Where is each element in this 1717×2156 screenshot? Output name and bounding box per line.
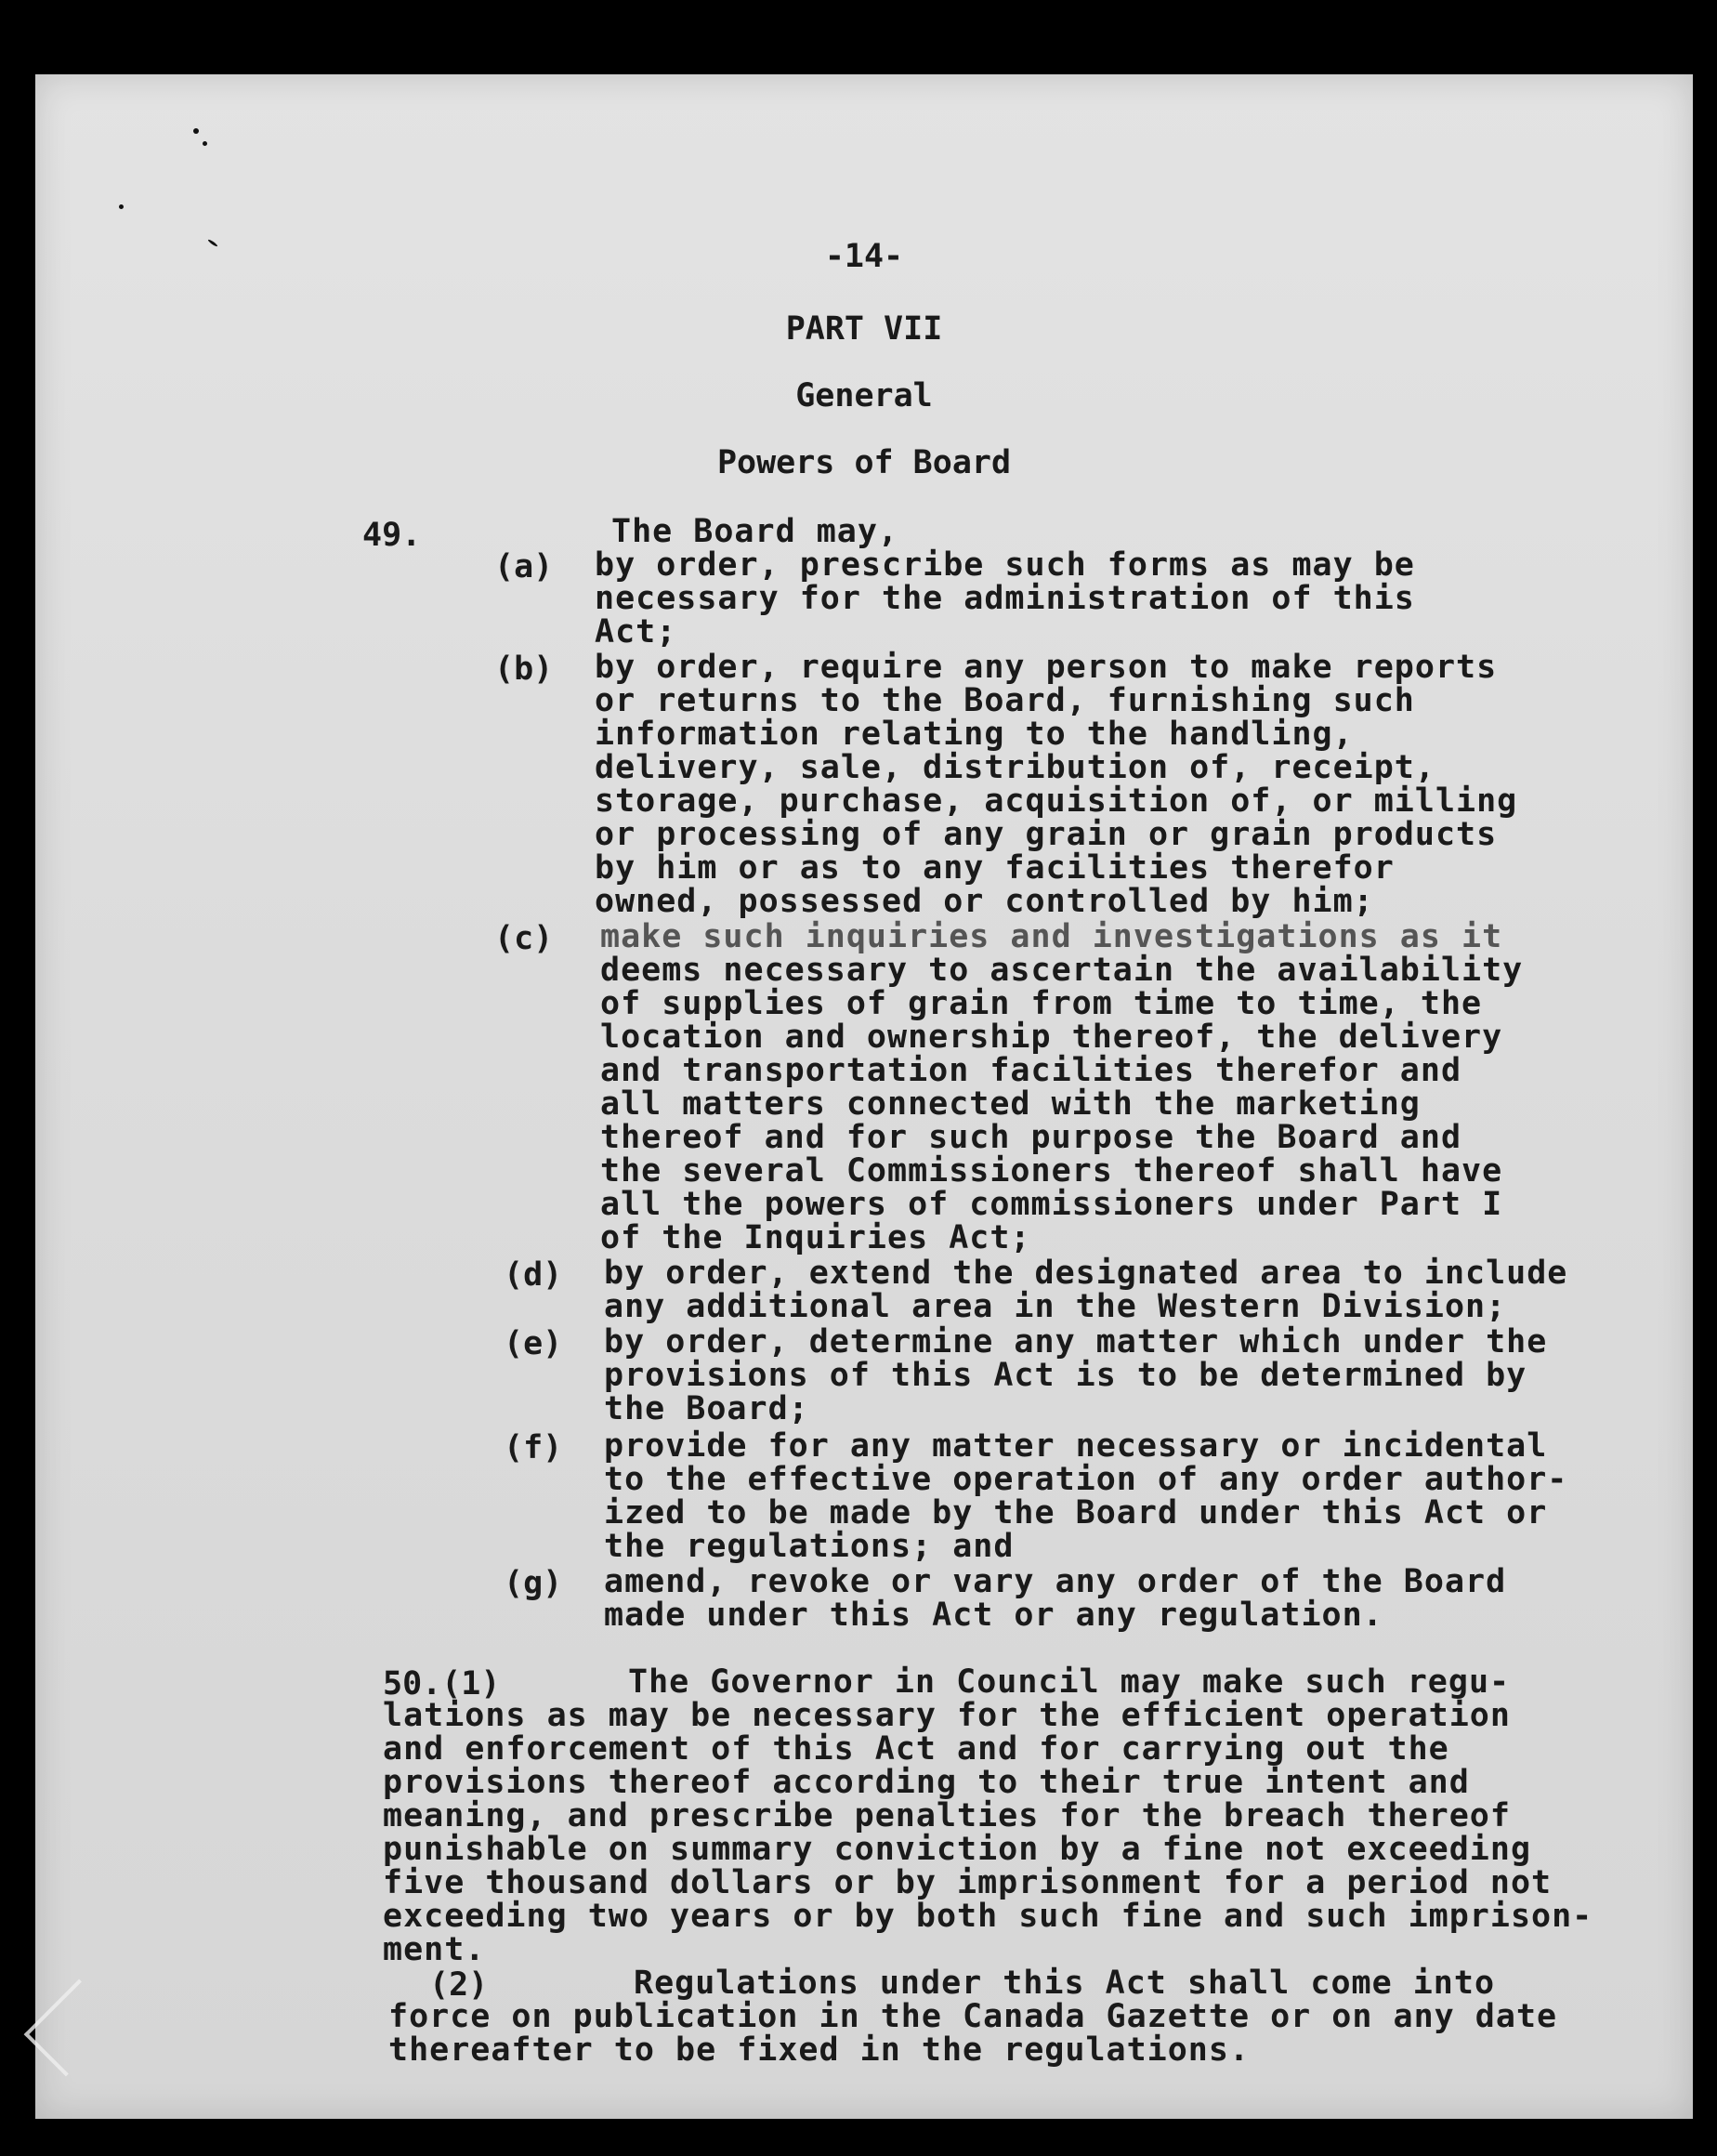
item-b-label: (b) [494,651,554,688]
item-c-line: the several Commissioners thereof shall have [600,1152,1503,1190]
item-c-line: and transportation facilities therefor and [600,1052,1462,1089]
item-g-line: amend, revoke or vary any order of the Board [604,1563,1507,1600]
section-50-2-line: force on publication in the Canada Gazette or on any date [388,1998,1558,2035]
item-d-label: (d) [504,1256,563,1294]
item-f-line: provide for any matter necessary or incidental [604,1427,1548,1465]
item-b-line: owned, possessed or controlled by him; [595,883,1374,920]
section-50-1-label: 50.(1) [383,1665,501,1702]
item-c-line: location and ownership thereof, the delivery [600,1019,1503,1056]
item-b-line: information relating to the handling, [595,716,1354,753]
item-c-line: of supplies of grain from time to time, the [600,985,1483,1022]
item-f-line: the regulations; and [604,1528,1015,1565]
section-50-1-line: punishable on summary conviction by a fine not exceeding [383,1831,1532,1868]
part-heading: PART VII [785,310,943,348]
page-curl-mark [24,1979,122,2077]
item-e-line: by order, determine any matter which under the [604,1323,1548,1361]
section-49-number: 49. [362,517,422,554]
page-number: -14- [824,238,904,275]
item-c-line: deems necessary to ascertain the availability [600,952,1524,989]
item-a-label: (a) [494,548,554,585]
item-c-label: (c) [494,920,554,957]
section-49-intro: The Board may, [611,513,899,550]
item-a-line: Act; [595,613,677,651]
section-heading: Powers of Board [716,444,1012,481]
item-f-label: (f) [504,1429,563,1466]
item-b-line: by him or as to any facilities therefor [595,849,1395,887]
section-50-1-line: ment. [383,1931,486,1968]
dust-speck [203,141,207,146]
item-b-line: storage, purchase, acquisition of, or milling [595,782,1518,820]
item-d-line: by order, extend the designated area to include [604,1255,1568,1292]
section-50-2-line: thereafter to be fixed in the regulations. [388,2031,1251,2069]
item-c-line: all the powers of commissioners under Part I [600,1186,1503,1223]
item-c-line: of the Inquiries Act; [600,1219,1031,1256]
section-50-1-line: and enforcement of this Act and for carrying out the [383,1730,1449,1768]
section-50-2-label: (2) [429,1966,489,2004]
item-b-line: or returns to the Board, furnishing such [595,682,1415,719]
item-b-line: delivery, sale, distribution of, receipt, [595,749,1435,786]
item-a-line: by order, prescribe such forms as may be [595,546,1415,584]
item-e-label: (e) [504,1325,563,1362]
item-g-label: (g) [504,1565,563,1602]
section-50-1-line: lations as may be necessary for the efficient operation [383,1697,1511,1734]
general-heading: General [795,377,933,414]
section-50-1-line: exceeding two years or by both such fine and such imprison- [383,1898,1593,1935]
item-a-line: necessary for the administration of this [595,580,1415,617]
item-b-line: by order, require any person to make reports [595,649,1498,686]
section-50-1-line: provisions thereof according to their true intent and [383,1764,1470,1801]
item-e-line: provisions of this Act is to be determined by [604,1357,1527,1394]
item-f-line: to the effective operation of any order author- [604,1461,1568,1498]
document-page [35,74,1693,2119]
dust-speck [193,128,199,134]
section-50-1-line: five thousand dollars or by imprisonment for a period not [383,1864,1553,1901]
section-50-1-first: The Governor in Council may make such regu- [628,1663,1511,1701]
section-50-1-line: meaning, and prescribe penalties for the breach thereof [383,1797,1511,1834]
item-c-line: all matters connected with the marketing [600,1085,1421,1123]
section-50-2-first: Regulations under this Act shall come into [634,1965,1496,2002]
item-f-line: ized to be made by the Board under this Act or [604,1494,1548,1532]
item-b-line: or processing of any grain or grain products [595,816,1498,853]
item-d-line: any additional area in the Western Division; [604,1288,1507,1325]
item-e-line: the Board; [604,1390,809,1427]
item-c-line: make such inquiries and investigations as it [600,918,1503,955]
item-c-line: thereof and for such purpose the Board and [600,1119,1462,1156]
item-g-line: made under this Act or any regulation. [604,1597,1383,1634]
dust-speck [119,204,124,209]
